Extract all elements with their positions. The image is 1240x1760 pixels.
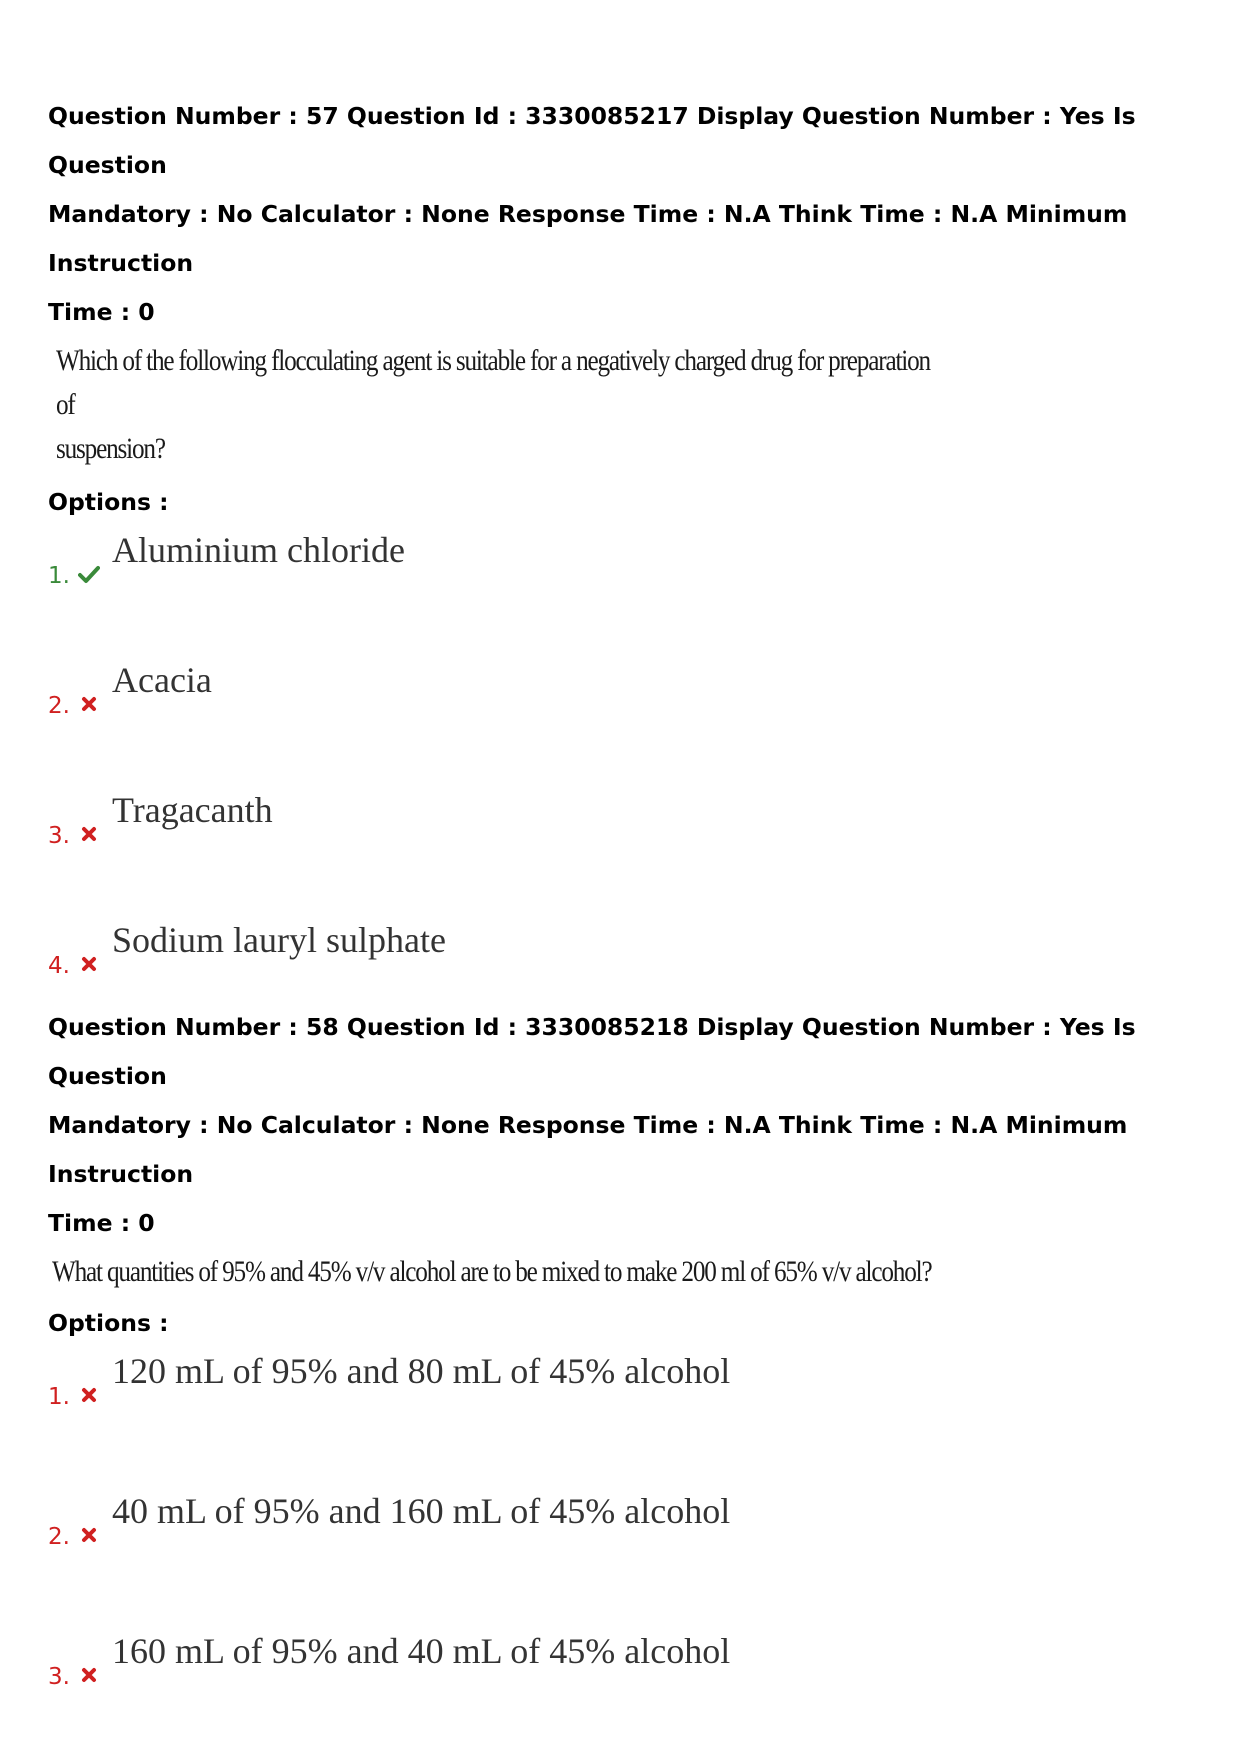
cross-icon (78, 823, 100, 845)
option-3 (48, 1620, 1218, 1760)
cross-icon (78, 1664, 100, 1686)
cross-icon (78, 953, 100, 975)
option-number: 2. (48, 1524, 70, 1550)
option-2 (48, 649, 1218, 779)
option-number: 1. (48, 563, 70, 589)
question-meta-line-2: Mandatory : No Calculator : None Response Time : N.A Think Time : N.A Minimum Instruction (48, 200, 1128, 277)
option-number: 2. (48, 693, 70, 719)
question-meta-line-2: Mandatory : No Calculator : None Response Time : N.A Think Time : N.A Minimum Instruction (48, 1111, 1128, 1188)
option-text: Tragacanth (112, 790, 273, 830)
question-text (52, 1250, 993, 1294)
options-label: Options : (48, 1309, 169, 1337)
option-text: Aluminium chloride (112, 530, 405, 570)
option-text: Sodium lauryl sulphate (112, 920, 446, 960)
option-1 (48, 519, 1218, 649)
option-text: 40 mL of 95% and 160 mL of 45% alcohol (112, 1491, 731, 1531)
question-meta-line-3: Time : 0 (48, 298, 155, 326)
option-text: Acacia (112, 660, 212, 700)
option-number: 4. (48, 953, 70, 979)
options-label: Options : (48, 488, 169, 516)
question-meta-line-3: Time : 0 (48, 1209, 155, 1237)
cross-icon (78, 693, 100, 715)
question-meta-line-1: Question Number : 57 Question Id : 3330085217 Display Question Number : Yes Is Question (48, 102, 1136, 179)
option-number: 1. (48, 1384, 70, 1410)
option-text: 160 mL of 95% and 40 mL of 45% alcohol (112, 1631, 731, 1671)
check-icon (78, 563, 100, 585)
option-3 (48, 779, 1218, 909)
cross-icon (78, 1384, 100, 1406)
option-text: 120 mL of 95% and 80 mL of 45% alcohol (112, 1351, 731, 1391)
question-58 (48, 1003, 1218, 1760)
question-text-line-1: What quantities of 95% and 45% v/v alcohol are to be mixed to make 200 ml of 65% v/v alcohol? (52, 1255, 932, 1288)
cross-icon (78, 1524, 100, 1546)
question-text (56, 339, 946, 471)
question-meta-line-1: Question Number : 58 Question Id : 3330085218 Display Question Number : Yes Is Question (48, 1013, 1136, 1090)
question-text-line-2: suspension? (56, 432, 165, 465)
question-57 (48, 92, 1218, 1039)
question-text-line-1: Which of the following flocculating agent is suitable for a negatively charged drug for preparation of (56, 344, 930, 421)
option-number: 3. (48, 1664, 70, 1690)
option-2 (48, 1480, 1218, 1620)
option-number: 3. (48, 823, 70, 849)
option-1 (48, 1340, 1218, 1480)
